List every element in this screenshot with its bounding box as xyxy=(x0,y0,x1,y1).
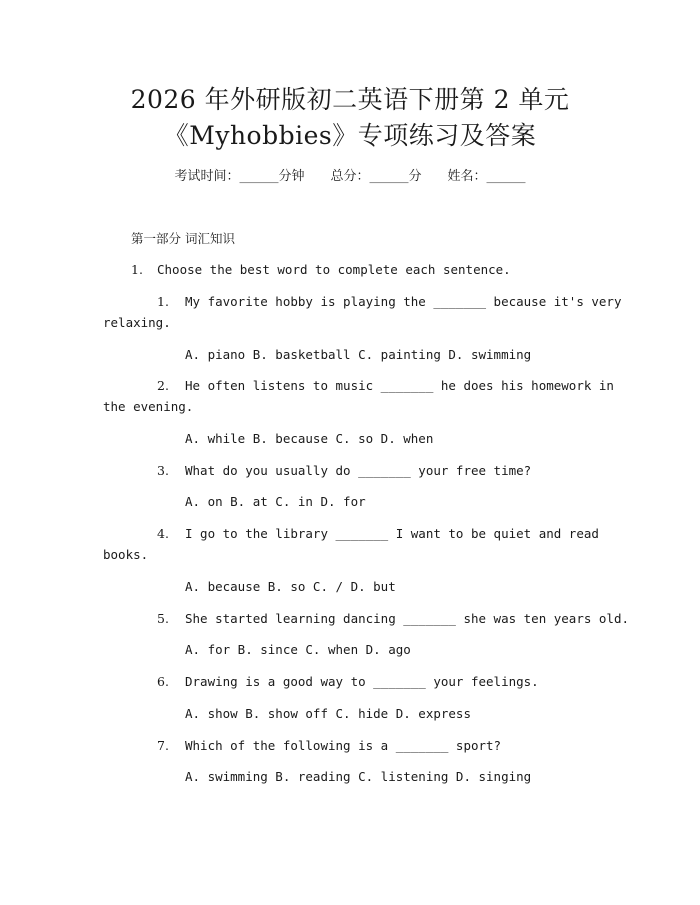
answer-options: A. on B. at C. in D. for xyxy=(185,494,366,509)
question-text: Drawing is a good way to _______ your feelings. xyxy=(185,674,539,689)
instruction-number: 1. xyxy=(131,262,143,277)
answer-options: A. show B. show off C. hide D. express xyxy=(185,706,471,721)
question-text: I go to the library _______ I want to be quiet and read xyxy=(185,526,599,541)
exam-info-line: 考试时间：______分钟 总分：______分 姓名：______ xyxy=(174,169,526,184)
answer-options: A. because B. so C. / D. but xyxy=(185,579,396,594)
document-title-line-1: 2026 年外研版初二英语下册第 2 单元 xyxy=(130,85,570,114)
question-text: She started learning dancing _______ she was ten years old. xyxy=(185,611,630,626)
section-heading: 第一部分 词汇知识 xyxy=(131,231,235,246)
question-number: 2. xyxy=(157,378,169,393)
question-text-continued: the evening. xyxy=(103,399,194,414)
question-number: 3. xyxy=(157,463,169,478)
question-text: What do you usually do _______ your free time? xyxy=(185,463,532,478)
answer-options: A. for B. since C. when D. ago xyxy=(185,642,411,657)
question-number: 1. xyxy=(157,294,169,309)
question-number: 5. xyxy=(157,611,169,626)
question-number: 7. xyxy=(157,738,169,753)
document-title-line-2: 《Myhobbies》专项练习及答案 xyxy=(163,121,537,150)
instruction-text: Choose the best word to complete each sentence. xyxy=(157,262,511,277)
question-text-continued: relaxing. xyxy=(103,315,171,330)
answer-options: A. piano B. basketball C. painting D. swimming xyxy=(185,347,532,362)
answer-options: A. while B. because C. so D. when xyxy=(185,431,434,446)
question-text-continued: books. xyxy=(103,547,149,562)
question-number: 4. xyxy=(157,526,169,541)
question-text: My favorite hobby is playing the _______ because it's very xyxy=(185,294,622,309)
answer-options: A. swimming B. reading C. listening D. singing xyxy=(185,769,532,784)
question-text: He often listens to music _______ he does his homework in xyxy=(185,378,614,393)
question-text: Which of the following is a _______ sport? xyxy=(185,738,502,753)
question-number: 6. xyxy=(157,674,169,689)
